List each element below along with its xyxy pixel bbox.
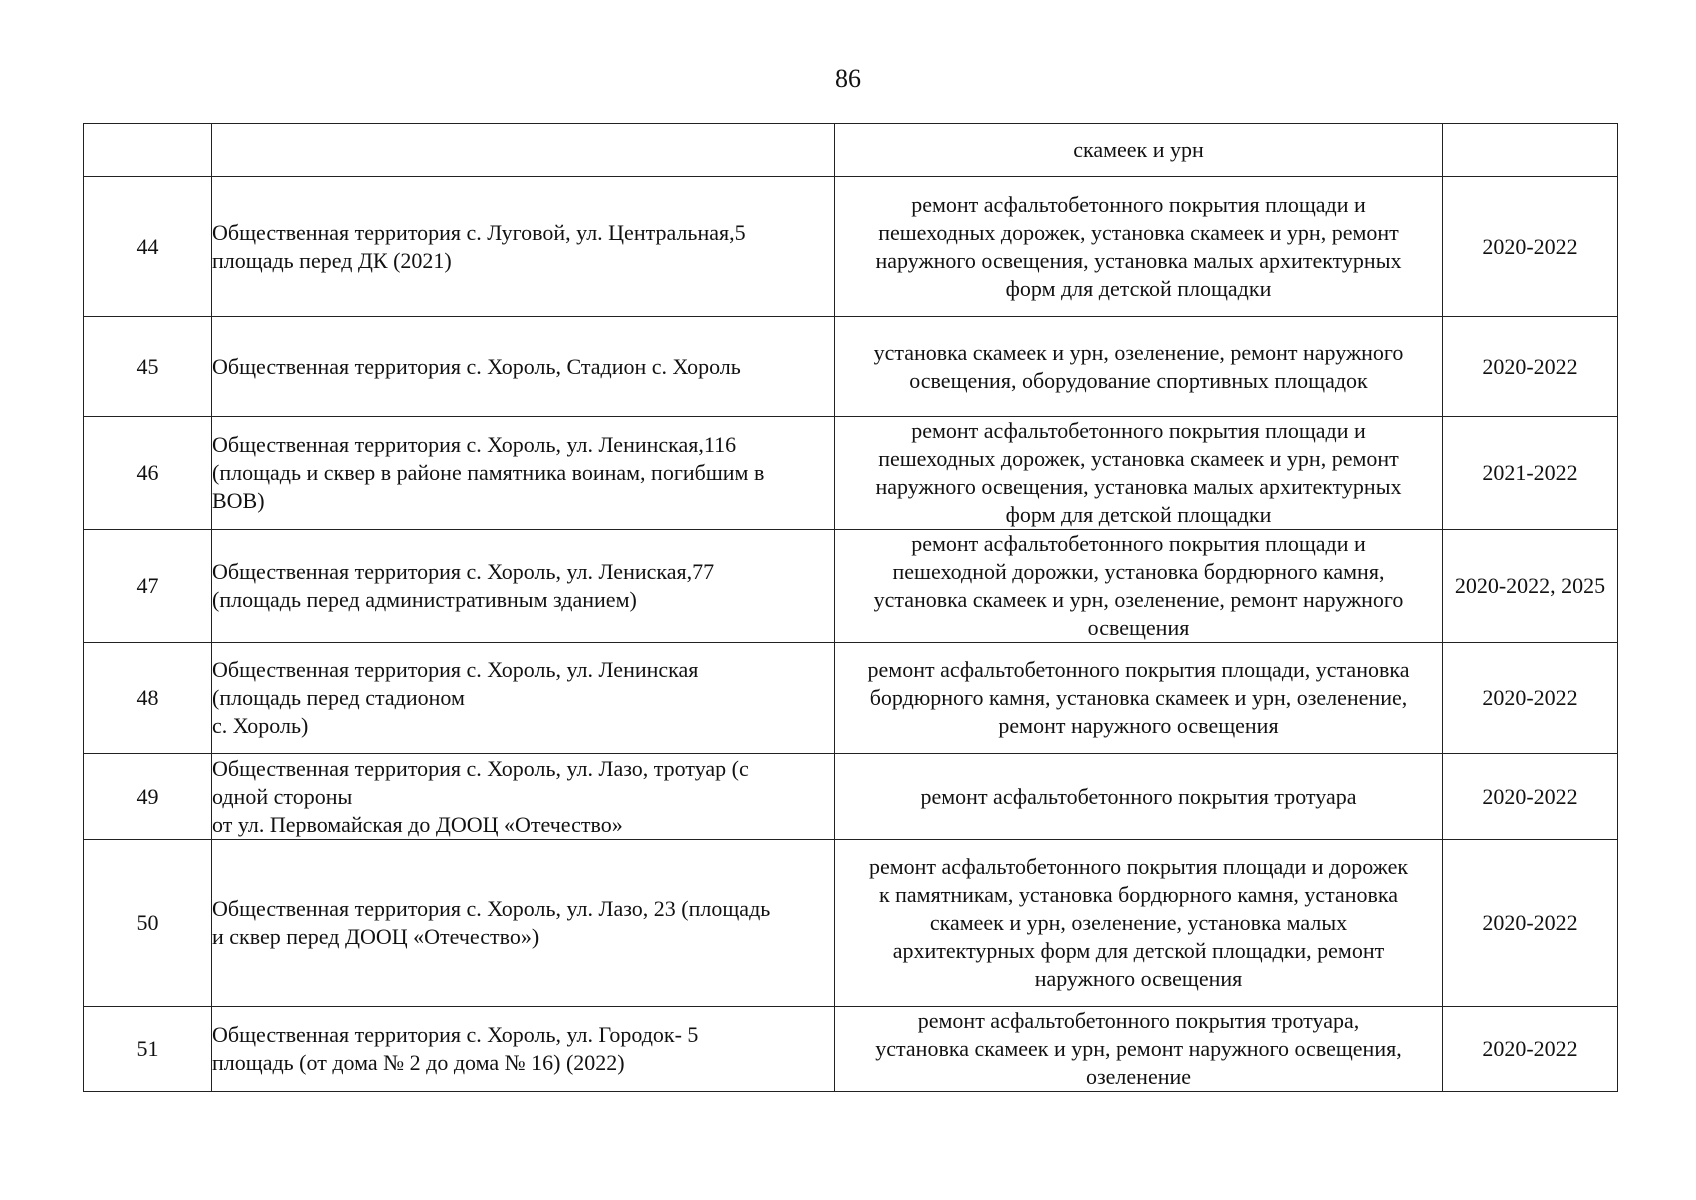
table-row — [84, 530, 1618, 643]
territory-name-line: от ул. Первомайская до ДООЦ «Отечество» — [212, 811, 623, 837]
row-number: 46 — [84, 417, 212, 530]
implementation-years: 2020-2022, 2025 — [1443, 530, 1618, 643]
territory-name-line: Общественная территория с. Хороль, ул. Лазо, 23 (площадь — [212, 896, 771, 921]
territory-name-line: площадь перед ДК (2021) — [212, 247, 452, 273]
table-row — [84, 177, 1618, 317]
work-description-line: ремонт асфальтобетонного покрытия площади и — [911, 418, 1366, 443]
row-number: 45 — [84, 317, 212, 417]
row-number: 50 — [84, 840, 212, 1007]
territory-name-line: ВОВ) — [212, 488, 265, 513]
work-description-line: ремонт асфальтобетонного покрытия площади и дорожек — [868, 854, 1409, 879]
territory-name-line: Общественная территория с. Луговой, ул. Центральная,5 — [212, 219, 746, 245]
work-description-line: пешеходных дорожек, установка скамеек и урн, ремонт — [878, 446, 1399, 471]
implementation-years: 2020-2022 — [1443, 1007, 1618, 1092]
implementation-years: 2021-2022 — [1443, 417, 1618, 530]
work-description-line: бордюрного камня, установка скамеек и урн, озеленение, — [869, 685, 1408, 710]
work-description-line: форм для детской площадки — [1005, 502, 1272, 527]
table-row — [84, 317, 1618, 417]
work-description-line: ремонт асфальтобетонного покрытия площади и — [911, 191, 1366, 217]
table-row — [84, 754, 1618, 840]
row-number: 49 — [84, 754, 212, 840]
territory-name — [212, 317, 835, 417]
work-description — [835, 417, 1443, 530]
territory-name-line: Общественная территория с. Хороль, ул. Городок- 5 — [212, 1022, 699, 1047]
work-description-line: ремонт асфальтобетонного покрытия тротуара, — [917, 1008, 1360, 1033]
work-description-line: форм для детской площадки — [1005, 275, 1272, 301]
page-number: 86 — [835, 64, 861, 93]
row-number: 44 — [84, 177, 212, 317]
territory-name-line: с. Хороль) — [212, 713, 309, 738]
work-description-line: освещения — [1087, 615, 1190, 640]
work-description-line: наружного освещения — [1034, 966, 1243, 991]
work-description-line: установка скамеек и урн, озеленение, ремонт наружного — [873, 587, 1404, 612]
territory-name-line: и сквер перед ДООЦ «Отечество») — [212, 924, 540, 949]
work-description-line: озеленение — [1085, 1064, 1192, 1089]
table-row — [84, 124, 1618, 177]
work-description-line: скамеек и урн, озеленение, установка малых — [929, 910, 1348, 935]
territory-name — [212, 124, 835, 177]
work-description-line: наружного освещения, установка малых архитектурных — [875, 247, 1402, 273]
work-description — [835, 317, 1443, 417]
work-description-line: архитектурных форм для детской площадки, ремонт — [892, 938, 1385, 963]
implementation-years: 2020-2022 — [1443, 643, 1618, 754]
row-number: 51 — [84, 1007, 212, 1092]
territory-name-line: одной стороны — [212, 783, 353, 809]
table-body — [84, 124, 1618, 1092]
implementation-years — [1443, 124, 1618, 177]
row-number: 47 — [84, 530, 212, 643]
work-description-line: установка скамеек и урн, озеленение, ремонт наружного — [873, 339, 1404, 365]
work-description-line: установка скамеек и урн, ремонт наружного освещения, — [875, 1036, 1402, 1061]
work-description-line: ремонт наружного освещения — [998, 713, 1279, 738]
improvement-table — [83, 123, 1618, 1092]
implementation-years: 2020-2022 — [1443, 754, 1618, 840]
territory-name-line: площадь (от дома № 2 до дома № 16) (2022) — [212, 1050, 625, 1075]
work-description-line: скамеек и урн — [1073, 137, 1204, 162]
territory-name — [212, 177, 835, 317]
row-number — [84, 124, 212, 177]
territory-name — [212, 643, 835, 754]
territory-name — [212, 840, 835, 1007]
work-description-line: освещения, оборудование спортивных площадок — [909, 367, 1368, 393]
territory-name-line: Общественная территория с. Хороль, ул. Ленинская,116 — [212, 432, 737, 457]
territory-name — [212, 1007, 835, 1092]
work-description-line: ремонт асфальтобетонного покрытия тротуара — [920, 783, 1357, 809]
territory-name-line: Общественная территория с. Хороль, ул. Лазо, тротуар (с — [212, 755, 749, 781]
implementation-years: 2020-2022 — [1443, 317, 1618, 417]
territory-name-line: (площадь перед административным зданием) — [212, 587, 637, 612]
territory-name-line: Общественная территория с. Хороль, ул. Лениская,77 — [212, 559, 715, 584]
work-description-line: ремонт асфальтобетонного покрытия площади и — [911, 531, 1366, 556]
implementation-years: 2020-2022 — [1443, 177, 1618, 317]
territory-name — [212, 530, 835, 643]
territory-name-line: (площадь перед стадионом — [212, 685, 465, 710]
work-description — [835, 124, 1443, 177]
territory-name-line: Общественная территория с. Хороль, Стадион с. Хороль — [212, 353, 741, 379]
work-description-line: пешеходных дорожек, установка скамеек и урн, ремонт — [878, 219, 1399, 245]
table-row — [84, 417, 1618, 530]
work-description — [835, 1007, 1443, 1092]
row-number: 48 — [84, 643, 212, 754]
work-description — [835, 643, 1443, 754]
territory-name — [212, 417, 835, 530]
territory-name-line: (площадь и сквер в районе памятника воинам, погибшим в — [212, 460, 765, 485]
territory-name-line: Общественная территория с. Хороль, ул. Ленинская — [212, 657, 699, 682]
territory-name — [212, 754, 835, 840]
work-description — [835, 754, 1443, 840]
work-description — [835, 840, 1443, 1007]
table-row — [84, 643, 1618, 754]
work-description-line: наружного освещения, установка малых архитектурных — [875, 474, 1402, 499]
table-row — [84, 840, 1618, 1007]
work-description-line: к памятникам, установка бордюрного камня, установка — [878, 882, 1399, 907]
table-row — [84, 1007, 1618, 1092]
work-description — [835, 530, 1443, 643]
work-description-line: пешеходной дорожки, установка бордюрного камня, — [892, 559, 1385, 584]
implementation-years: 2020-2022 — [1443, 840, 1618, 1007]
work-description — [835, 177, 1443, 317]
work-description-line: ремонт асфальтобетонного покрытия площади, установка — [867, 657, 1410, 682]
